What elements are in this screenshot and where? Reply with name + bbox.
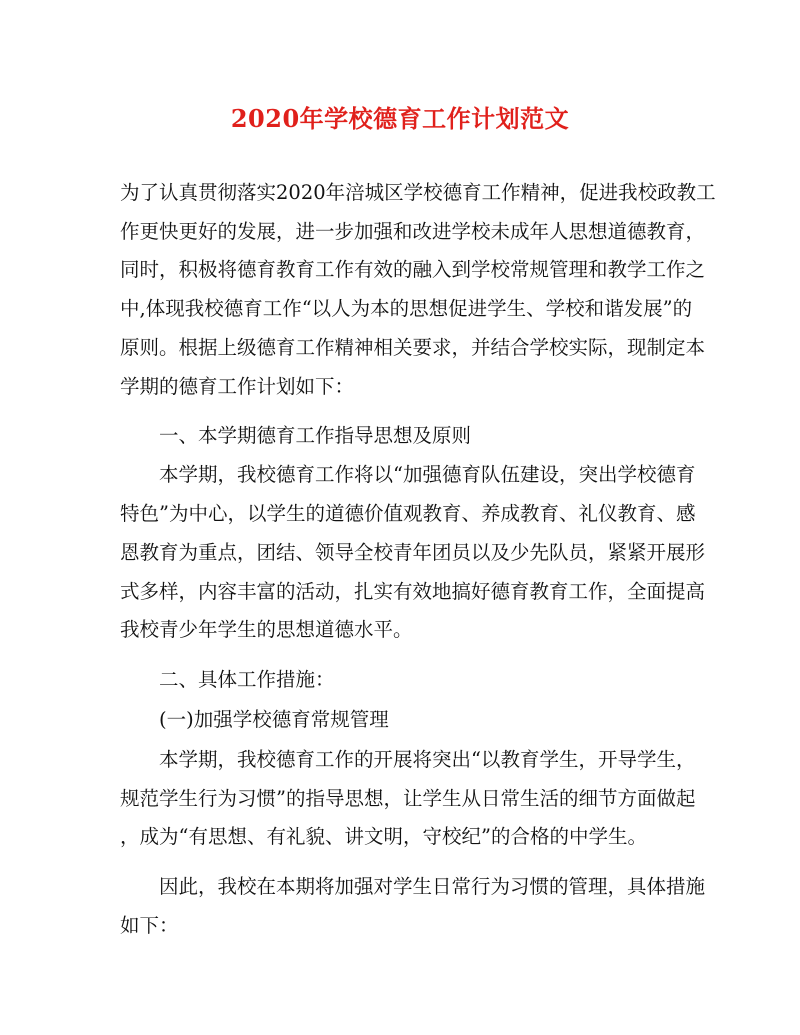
section-heading-2: 二、具体工作措施： (159, 668, 335, 691)
paragraph-4-line-1: 因此，我校在本期将加强对学生日常行为习惯的管理，具体措施 (159, 875, 706, 898)
paragraph-1-line-3: 同时，积极将德育教育工作有效的融入到学校常规管理和教学工作之 (120, 258, 706, 281)
paragraph-1-line-1: 为了认真贯彻落实2020年涪城区学校德育工作精神，促进我校政教工 (120, 181, 716, 204)
paragraph-3-line-1: 本学期，我校德育工作的开展将突出“以教育学生，开导学生， (159, 748, 696, 771)
paragraph-3-line-2: 规范学生行为习惯”的指导思想，让学生从日常生活的细节方面做起 (120, 787, 696, 810)
section-heading-1: 一、本学期德育工作指导思想及原则 (159, 424, 472, 447)
paragraph-4-line-2: 如下： (120, 914, 179, 937)
paragraph-1-line-2: 作更快更好的发展，进一步加强和改进学校未成年人思想道德教育， (120, 220, 706, 243)
paragraph-1-line-5: 原则。根据上级德育工作精神相关要求，并结合学校实际，现制定本 (120, 336, 706, 359)
paragraph-1-line-6: 学期的德育工作计划如下： (120, 375, 355, 398)
paragraph-3-line-3: ，成为“有思想、有礼貌、讲文明，守校纪”的合格的中学生。 (120, 825, 647, 848)
paragraph-2-line-5: 我校青少年学生的思想道德水平。 (120, 618, 413, 641)
paragraph-2-line-3: 恩教育为重点，团结、领导全校青年团员以及少先队员，紧紧开展形 (120, 541, 706, 564)
document-title: 2020年学校德育工作计划范文 (230, 104, 570, 133)
paragraph-2-line-2: 特色”为中心，以学生的道德价值观教育、养成教育、礼仪教育、感 (120, 502, 696, 525)
paragraph-2-line-1: 本学期，我校德育工作将以“加强德育队伍建设，突出学校德育 (159, 463, 696, 486)
paragraph-1-line-4: 中,体现我校德育工作“以人为本的思想促进学生、学校和谐发展”的 (120, 297, 693, 320)
paragraph-2-line-4: 式多样，内容丰富的活动，扎实有效地搞好德育教育工作，全面提高 (120, 580, 706, 603)
subsection-heading-1: (一)加强学校德育常规管理 (159, 708, 389, 731)
